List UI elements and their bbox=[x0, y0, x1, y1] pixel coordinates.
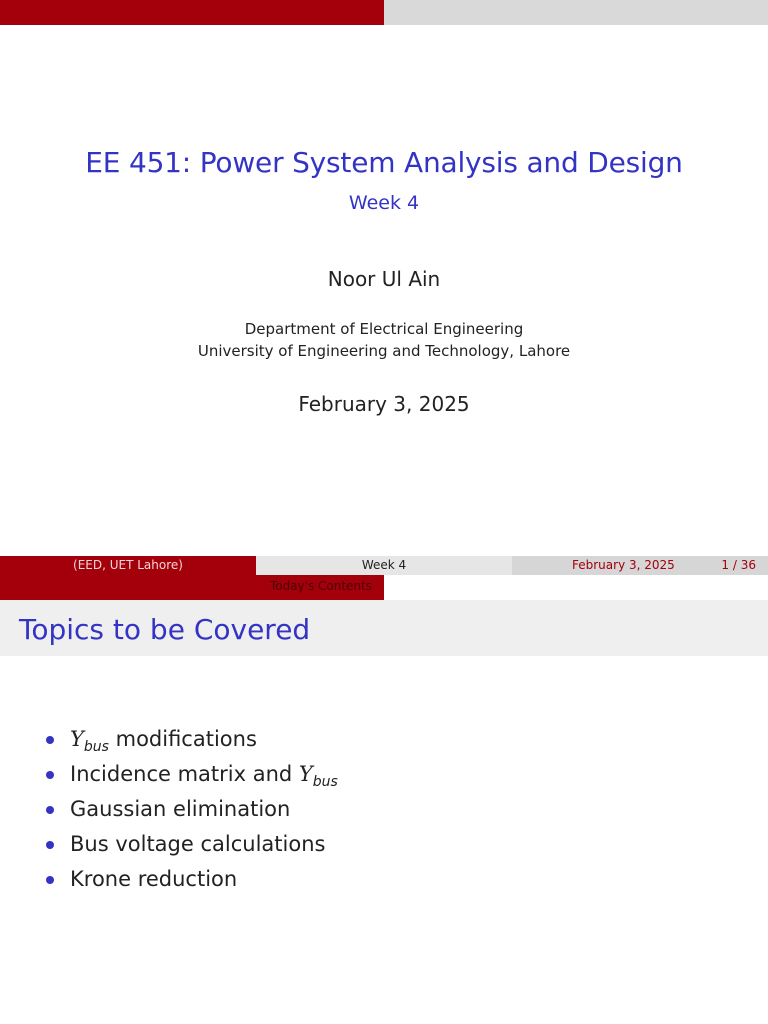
list-item: Krone reduction bbox=[46, 867, 338, 902]
math-symbol: Y bbox=[298, 762, 313, 786]
slide2-header-blank-bar bbox=[384, 575, 768, 600]
institute-department: Department of Electrical Engineering bbox=[244, 320, 524, 338]
presentation-title: EE 451: Power System Analysis and Design bbox=[85, 146, 683, 179]
bullet-icon bbox=[46, 736, 54, 744]
institute-university: University of Engineering and Technology, Lahore bbox=[197, 342, 571, 360]
presentation-subtitle: Week 4 bbox=[348, 192, 420, 214]
math-symbol: Y bbox=[70, 727, 84, 751]
list-item: Gaussian elimination bbox=[46, 797, 338, 832]
footer-title-text: Week 4 bbox=[361, 558, 407, 572]
header-accent-bar bbox=[0, 0, 384, 25]
footer-date-page bbox=[512, 556, 768, 575]
footer-date: February 3, 2025 bbox=[572, 558, 675, 572]
presentation-date: February 3, 2025 bbox=[298, 392, 470, 416]
author-name: Noor Ul Ain bbox=[327, 267, 441, 291]
footer-title bbox=[256, 556, 512, 575]
footer-institute-text: (EED, UET Lahore) bbox=[73, 558, 183, 572]
bullet-icon bbox=[46, 876, 54, 884]
header-gray-bar bbox=[384, 0, 768, 25]
slide-footer bbox=[0, 556, 768, 575]
footer-institute bbox=[0, 556, 256, 575]
list-item: Incidence matrix and $Y_{bus}$ bbox=[46, 762, 338, 797]
section-nav-label[interactable]: Today's Contents bbox=[269, 579, 372, 593]
math-subscript: bus bbox=[312, 774, 338, 790]
topics-list bbox=[46, 727, 338, 902]
footer-page-number: 1 / 36 bbox=[721, 558, 756, 572]
list-item: $Y_{bus}$ modifications bbox=[46, 727, 338, 762]
bullet-icon bbox=[46, 841, 54, 849]
frame-title: Topics to be Covered bbox=[19, 613, 311, 646]
list-item: Bus voltage calculations bbox=[46, 832, 338, 867]
bullet-icon bbox=[46, 771, 54, 779]
bullet-icon bbox=[46, 806, 54, 814]
math-subscript: bus bbox=[83, 739, 109, 755]
